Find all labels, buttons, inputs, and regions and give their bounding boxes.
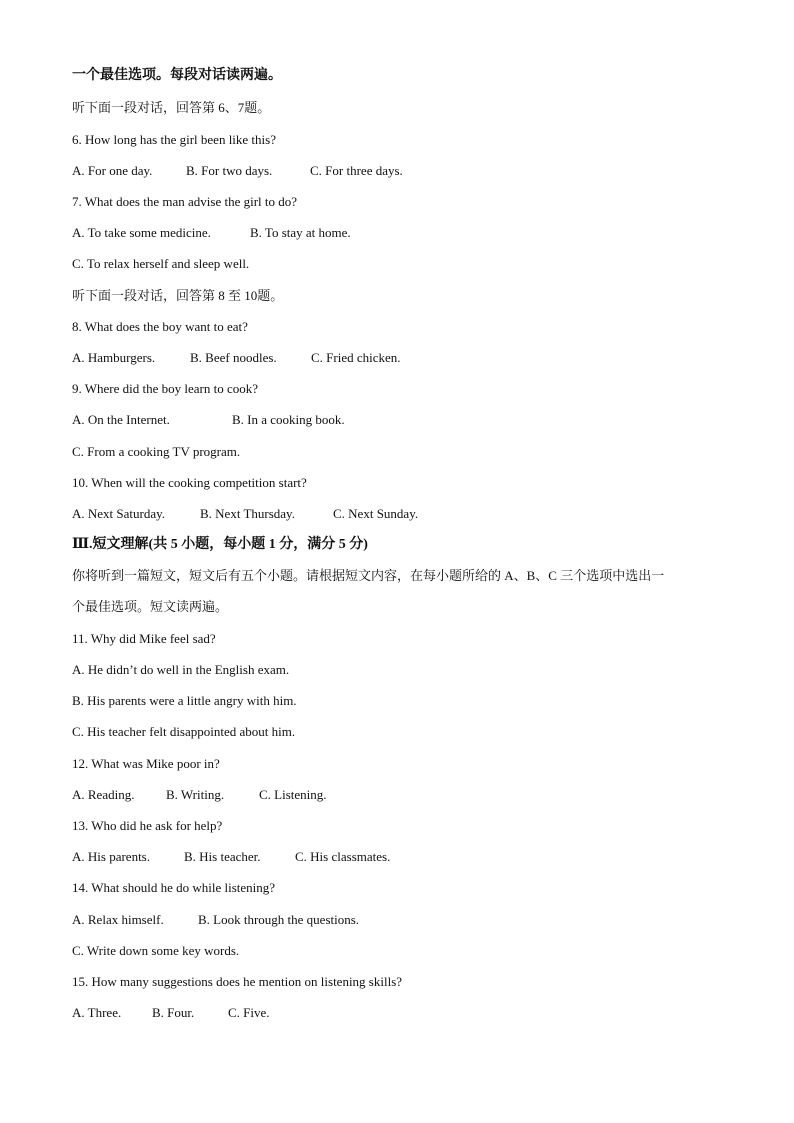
- options-15: [72, 1005, 270, 1021]
- option-15a: A. Three.: [72, 1005, 122, 1020]
- question-10: 10. When will the cooking competition start?: [72, 475, 307, 490]
- option-10c: C. Next Sunday.: [333, 506, 419, 521]
- options-10: [72, 506, 418, 522]
- option-8c: C. Fried chicken.: [311, 350, 401, 365]
- question-14: 14. What should he do while listening?: [72, 880, 276, 895]
- option-11b: B. His parents were a little angry with him.: [72, 693, 297, 708]
- heading-continuation: 一个最佳选项。每段对话读两遍。: [72, 68, 282, 83]
- option-6b: B. For two days.: [186, 163, 273, 178]
- options-9: [72, 412, 345, 428]
- option-7b: B. To stay at home.: [250, 225, 351, 240]
- option-13b: B. His teacher.: [184, 849, 261, 864]
- option-14a: A. Relax himself.: [72, 912, 164, 927]
- option-11c: C. His teacher felt disappointed about him.: [72, 724, 296, 739]
- option-15c: C. Five.: [228, 1005, 270, 1020]
- option-6a: A. For one day.: [72, 163, 153, 178]
- option-10b: B. Next Thursday.: [200, 506, 295, 521]
- question-7: 7. What does the man advise the girl to do?: [72, 194, 298, 209]
- options-12: [72, 787, 327, 803]
- section3-instruction-2: 个最佳选项。短文读两遍。: [72, 599, 229, 614]
- question-12: 12. What was Mike poor in?: [72, 756, 220, 771]
- intro-8-10: 听下面一段对话，回答第 8 至 10题。: [72, 288, 284, 303]
- option-14c: C. Write down some key words.: [72, 943, 240, 958]
- section3-instruction-1: 你将听到一篇短文，短文后有五个小题。请根据短文内容，在每小题所给的 A、B、C 三个选项中选出一: [72, 568, 665, 583]
- options-6: [72, 163, 403, 179]
- option-13a: A. His parents.: [72, 849, 150, 864]
- question-11: 11. Why did Mike feel sad?: [72, 631, 216, 646]
- option-9a: A. On the Internet.: [72, 412, 170, 427]
- options-13: [72, 849, 390, 865]
- question-6: 6. How long has the girl been like this?: [72, 132, 276, 147]
- option-8b: B. Beef noodles.: [190, 350, 277, 365]
- option-12a: A. Reading.: [72, 787, 135, 802]
- option-15b: B. Four.: [152, 1005, 195, 1020]
- options-7: [72, 225, 351, 241]
- option-13c: C. His classmates.: [295, 849, 391, 864]
- question-9: 9. Where did the boy learn to cook?: [72, 381, 259, 396]
- option-6c: C. For three days.: [310, 163, 403, 178]
- intro-6-7: 听下面一段对话，回答第 6、7题。: [72, 100, 271, 115]
- options-14: [72, 912, 359, 928]
- section3-title: Ⅲ.短文理解(共 5 小题，每小题 1 分，满分 5 分): [72, 537, 368, 552]
- option-10a: A. Next Saturday.: [72, 506, 166, 521]
- question-15: 15. How many suggestions does he mention on listening skills?: [72, 974, 403, 989]
- option-11a: A. He didn’t do well in the English exam.: [72, 662, 290, 677]
- question-8: 8. What does the boy want to eat?: [72, 319, 248, 334]
- option-8a: A. Hamburgers.: [72, 350, 156, 365]
- option-9b: B. In a cooking book.: [232, 412, 345, 427]
- question-13: 13. Who did he ask for help?: [72, 818, 223, 833]
- option-12c: C. Listening.: [259, 787, 327, 802]
- option-14b: B. Look through the questions.: [198, 912, 360, 927]
- option-9c: C. From a cooking TV program.: [72, 444, 241, 459]
- option-7c: C. To relax herself and sleep well.: [72, 256, 250, 271]
- options-8: [72, 350, 401, 366]
- option-12b: B. Writing.: [166, 787, 225, 802]
- option-7a: A. To take some medicine.: [72, 225, 211, 240]
